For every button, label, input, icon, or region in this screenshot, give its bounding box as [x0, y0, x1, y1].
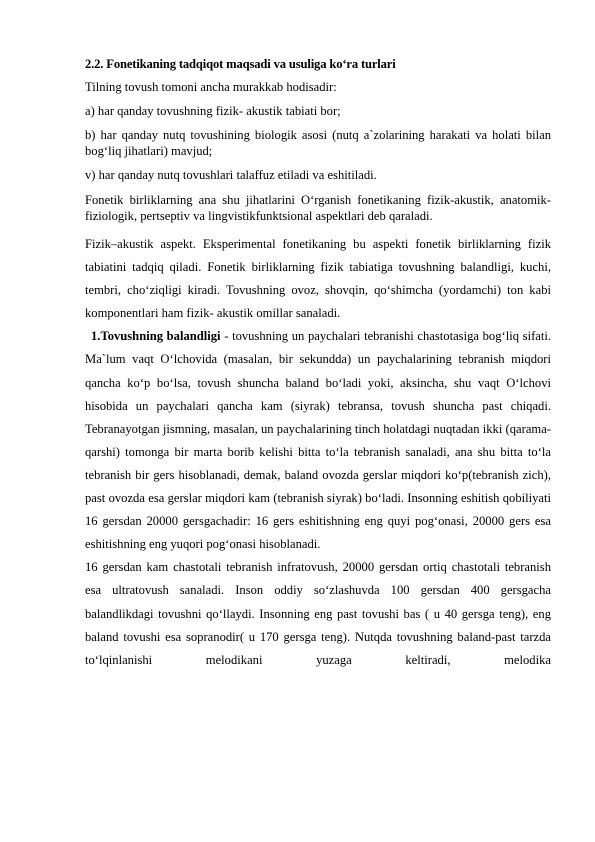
list-item-v: v) har qanday nutq tovushlari talaffuz etiladi va eshitiladi.	[85, 168, 377, 182]
list-item-b: b) har qanday nutq tovushining biologik asosi (nutq a`zolarining harakati va holati bilan bog‘liq jihatlari) mavjud;	[85, 128, 551, 158]
aspects-paragraph: Fonetik birliklarning ana shu jihatlarini O‘rganish fonetikaning fizik-akustik, anatomik-fiziologik, pertseptiv va lingvistikfunktsional aspektlari deb qaraladi.	[85, 193, 551, 223]
list-item-a: a) har qanday tovushning fizik- akustik tabiati bor;	[85, 104, 341, 118]
pitch-text: - tovushning un paychalari tebranishi chastotasiga bog‘liq sifati. Ma`lum vaqt O‘lchovida (masalan, bir sekundda) un paychalarining tebranish miqdori qancha ko‘p bo‘lsa, tovush shuncha baland bo‘ladi yoki, aksincha, shu vaqt O‘lchovi hisobida un paychalari qancha kam (siyrak) tebransa, tovush shuncha past chiqadi. Tebranayotgan jismning, masalan, un paychalarining tinch holatdagi nuqtadan ikki (qarama-qarshi) tomonga bir marta borib kelishi bitta to‘la tebranish sanaladi, ana shu bitta to‘la tebranish bir gers hisoblanadi, demak, baland ovozda gerslar miqdori ko‘p(tebranish zich), past ovozda esa gerslar miqdori kam (tebranish siyrak) bo‘ladi. Insonning eshitish qobiliyati 16 gersdan 20000 gersgachadir: 16 gers eshitishning eng quyi pog‘onasi, 20000 gers esa eshitishning eng yuqori pog‘onasi hisoblanadi.	[85, 329, 551, 552]
document-page	[85, 55, 551, 672]
pitch-term: 1.Tovushning balandligi	[91, 329, 221, 344]
intro-line: Tilning tovush tomoni ancha murakkab hodisadir:	[85, 80, 337, 94]
section-title: 2.2. Fonetikaning tadqiqot maqsadi va usuliga ko‘ra turlari	[85, 57, 396, 71]
acoustic-paragraph: Fizik–akustik aspekt. Eksperimental fonetikaning bu aspekti fonetik birliklarning fizik tabiatini tadqiq qiladi. Fonetik birliklarning fizik tabiatiga tovushning balandligi, kuchi, tembri, cho‘ziqligi kiradi. Tovushning ovoz, shovqin, qo‘shimcha (yordamchi) ton kabi komponentlari ham fizik- akustik omillar sanaladi.	[85, 237, 551, 321]
pitch-paragraph	[85, 325, 551, 556]
frequency-paragraph: 16 gersdan kam chastotali tebranish infratovush, 20000 gersdan ortiq chastotali tebranish esa ultratovush sanaladi. Inson oddiy so‘zlashuvda 100 gersdan 400 gersgacha balandlikdagi tovushni qo‘llaydi. Insonning eng past tovushi bas ( u 40 gersga teng), eng baland tovushi esa sopranodir( u 170 gersga teng). Nutqda tovushning baland-past tarzda to‘lqinlanishi melodikani yuzaga keltiradi, melodika	[85, 560, 551, 667]
